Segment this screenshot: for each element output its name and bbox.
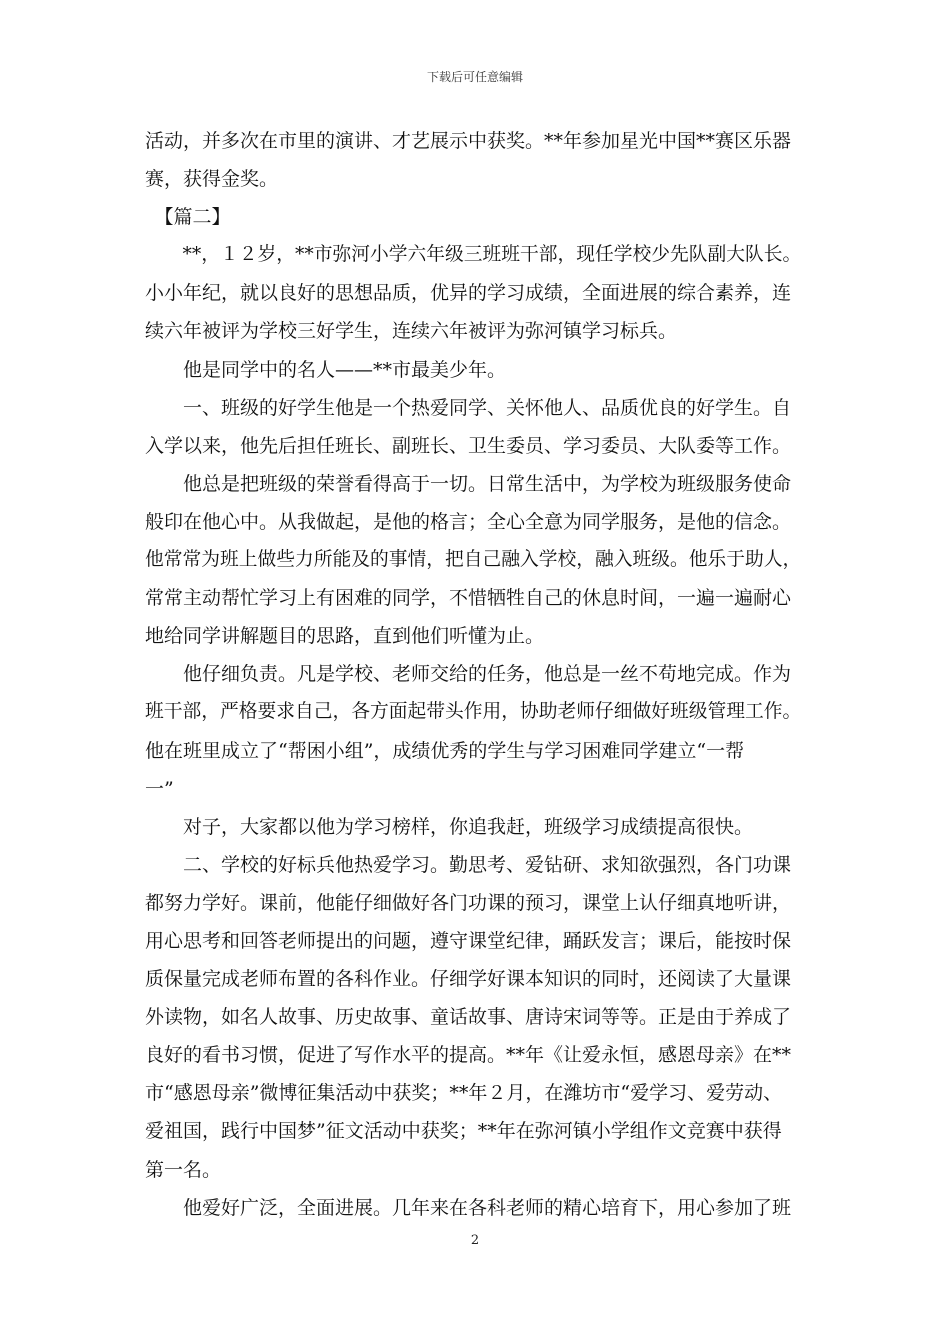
- text-line: 都努力学好。课前，他能仔细做好各门功课的预习，课堂上认仔细真地听讲，: [145, 891, 792, 914]
- text-line: 活动，并多次在市里的演讲、才艺展示中获奖。**年参加星光中国**赛区乐器: [145, 130, 792, 152]
- text-line: 常常主动帮忙学习上有困难的同学，不惜牺牲自己的休息时间，一遍一遍耐心: [145, 587, 792, 610]
- text-line: 他爱好广泛，全面进展。几年来在各科老师的精心培育下，用心参加了班: [145, 1196, 792, 1219]
- text-line: 班干部，严格要求自己，各方面起带头作用，协助老师仔细做好班级管理工作。: [145, 701, 802, 723]
- text-line: 【篇二】: [145, 206, 231, 229]
- text-line: 般印在他心中。从我做起，是他的格言；全心全意为同学服务，是他的信念。: [145, 510, 792, 533]
- text-line: **，１２岁，**市弥河小学六年级三班班干部，现任学校少先队副大队长。: [145, 244, 802, 266]
- text-line: 赛，获得金奖。: [145, 168, 279, 191]
- document-body: [145, 122, 807, 1227]
- text-line: 外读物，如名人故事、历史故事、童话故事、唐诗宋词等等。正是由于养成了: [145, 1006, 792, 1029]
- text-line: 地给同学讲解题目的思路，直到他们听懂为止。: [145, 625, 545, 648]
- text-line: 续六年被评为学校三好学生，连续六年被评为弥河镇学习标兵。: [145, 320, 678, 343]
- text-line: 第一名。: [145, 1158, 222, 1181]
- text-line: 二、学校的好标兵他热爱学习。勤思考、爱钻研、求知欲强烈，各门功课: [145, 853, 792, 876]
- text-line: 良好的看书习惯，促进了写作水平的提高。**年《让爱永恒，感恩母亲》在**: [145, 1044, 792, 1067]
- text-line: 小小年纪，就以良好的思想品质，优异的学习成绩，全面进展的综合素养，连: [145, 282, 792, 305]
- text-line: 他是同学中的名人——**市最美少年。: [145, 358, 507, 381]
- text-line: 用心思考和回答老师提出的问题，遵守课堂纪律，踊跃发言；课后，能按时保: [145, 929, 792, 952]
- text-line: 他总是把班级的荣誉看得高于一切。日常生活中，为学校为班级服务使命: [145, 472, 792, 495]
- text-line: 市“感恩母亲”微博征集活动中获奖；**年２月，在潍坊市“爱学习、爱劳动、: [145, 1082, 783, 1105]
- text-line: 质保量完成老师布置的各科作业。仔细学好课本知识的同时，还阅读了大量课: [145, 968, 792, 991]
- text-line: 他常常为班上做些力所能及的事情，把自己融入学校，融入班级。他乐于助人，: [145, 549, 802, 571]
- text-line: 他在班里成立了“帮困小组”，成绩优秀的学生与学习困难同学建立“一帮: [145, 739, 745, 762]
- text-line: 对子，大家都以他为学习榜样，你追我赶，班级学习成绩提高很快。: [145, 815, 754, 838]
- page-header: 下载后可任意编辑: [426, 70, 523, 84]
- text-line: 一”: [145, 777, 174, 800]
- text-line: 一、班级的好学生他是一个热爱同学、关怀他人、品质优良的好学生。自: [145, 396, 792, 419]
- text-line: 入学以来，他先后担任班长、副班长、卫生委员、学习委员、大队委等工作。: [145, 434, 792, 457]
- text-line: 爱祖国，践行中国梦”征文活动中获奖；**年在弥河镇小学组作文竞赛中获得: [145, 1120, 782, 1143]
- text-line: 他仔细负责。凡是学校、老师交给的任务，他总是一丝不苟地完成。作为: [145, 663, 792, 686]
- page-number: 2: [470, 1233, 480, 1248]
